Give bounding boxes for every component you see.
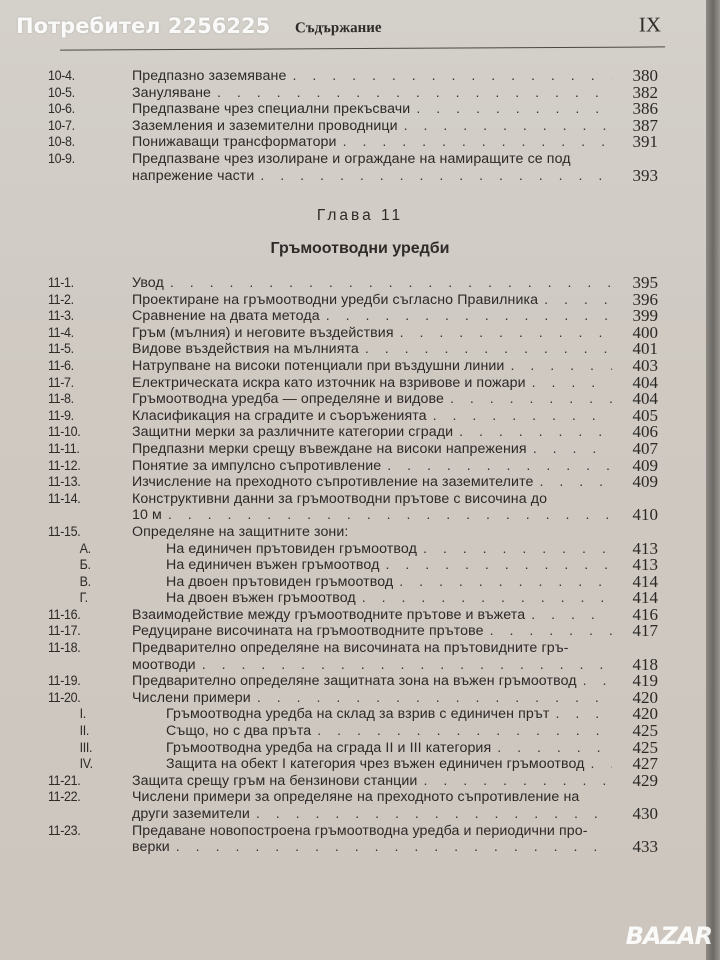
dot-leader: [417, 541, 612, 558]
toc-entry: [48, 275, 658, 292]
dot-leader: [525, 607, 612, 624]
entry-number: В.: [79, 573, 91, 590]
entry-number: Б.: [79, 557, 91, 574]
dot-leader: [549, 706, 612, 723]
toc-entry: [48, 82, 658, 102]
entry-page: 419: [632, 671, 658, 691]
toc-entry: [48, 756, 658, 773]
entry-title: Предварително определяне на височината на прътовидните гръ-: [132, 640, 569, 657]
toc-section-10: [48, 68, 658, 184]
entry-number: II.: [79, 723, 90, 740]
toc-entry: [48, 455, 658, 475]
entry-page: 406: [632, 422, 658, 442]
entry-number: 11-23.: [48, 822, 81, 839]
entry-title: На двоен прътовиден гръмоотвод: [166, 573, 394, 590]
entry-number: А.: [79, 540, 91, 557]
dot-leader: [585, 756, 612, 773]
entry-title: Гръмоотводна уредба — определяне и видове: [132, 391, 444, 408]
toc-entry: [48, 308, 658, 325]
entry-title: Предаване новопостроена гръмоотводна уредба и периодични про-: [132, 822, 588, 839]
entry-number: IV.: [79, 756, 93, 773]
entry-number: 10-4.: [48, 68, 75, 84]
entry-page: 393: [632, 165, 658, 185]
entry-page: 403: [632, 355, 658, 375]
entry-number: 11-12.: [48, 457, 81, 474]
toc-entry-continuation: [48, 507, 658, 524]
dot-leader: [410, 101, 612, 118]
dot-leader: [491, 740, 612, 757]
entry-title: Гръмоотводна уредба на склад за взрив с единичен прът: [166, 706, 550, 723]
toc-entry: [48, 438, 658, 458]
entry-title: Зануляване: [132, 84, 212, 101]
chapter-title: Гръмоотводни уредби: [270, 240, 450, 257]
entry-number: 11-4.: [48, 324, 74, 341]
entry-title: Понятие за импулсно съпротивление: [132, 457, 382, 474]
toc-entry: [48, 322, 658, 342]
entry-page: 400: [632, 322, 658, 342]
entry-page: 429: [632, 770, 658, 790]
toc-entry: [48, 341, 658, 358]
dot-leader: [538, 292, 612, 309]
toc-entry: [48, 405, 658, 425]
toc-entry-continuation: [48, 165, 658, 185]
toc-entry: [48, 723, 658, 740]
entry-page: 427: [632, 754, 658, 774]
entry-title: Видове въздействия на мълнията: [132, 341, 359, 358]
dot-leader: [484, 623, 612, 640]
entry-title: Натрупване на високи потенциали при въздушни линии: [132, 357, 505, 374]
entry-title: Защита срещу гръм на бензинови станции: [132, 772, 418, 789]
entry-number: III.: [79, 739, 93, 756]
entry-page: 416: [632, 604, 658, 624]
entry-title: На единичен прътовиден гръмоотвод: [166, 540, 417, 557]
entry-page: 399: [632, 306, 658, 326]
entry-page: 401: [632, 339, 658, 359]
toc-entry: [48, 424, 658, 441]
entry-title-continuation: верки: [132, 839, 170, 856]
dot-leader: [379, 557, 612, 574]
toc-entry: [48, 590, 658, 607]
entry-title: Числени примери: [132, 689, 251, 706]
entry-number: I.: [79, 706, 86, 723]
dot-leader: [577, 673, 612, 690]
entry-title: Предпазване чрез изолиране и ограждане на намиращите се под: [132, 150, 571, 167]
entry-number: 11-10.: [48, 424, 81, 441]
entry-title-continuation: други заземители: [132, 806, 250, 822]
toc-entry: [48, 770, 658, 790]
entry-number: 11-19.: [48, 673, 81, 690]
toc-entry-continuation: [48, 839, 658, 856]
toc-entry: [48, 355, 658, 375]
toc-entry: [48, 491, 658, 508]
entry-page: 430: [632, 804, 658, 823]
toc-entry: [48, 134, 658, 151]
entry-number: 11-9.: [48, 407, 74, 424]
entry-number: 10-5.: [48, 84, 75, 101]
toc-entry: [48, 101, 658, 118]
toc-entry: [48, 538, 658, 558]
entry-page: 425: [632, 721, 658, 741]
entry-number: 10-9.: [48, 150, 75, 167]
toc-entry: [48, 706, 658, 723]
entry-title: Предпазване чрез специални прекъсвачи: [132, 101, 411, 118]
dot-leader: [162, 507, 612, 524]
entry-page: 410: [632, 505, 658, 525]
header-title: Съдържание: [294, 19, 382, 37]
entry-title: На единичен въжен гръмоотвод: [166, 557, 380, 574]
entry-number: 10-7.: [48, 117, 75, 134]
dot-leader: [417, 773, 612, 790]
entry-page: 414: [632, 588, 658, 608]
entry-page: 409: [632, 455, 658, 475]
dot-leader: [527, 441, 612, 458]
toc-entry: [48, 687, 658, 707]
entry-title: Електрическата искра като източник на взривове и пожари: [132, 374, 526, 391]
toc-entry: [48, 151, 658, 168]
user-watermark: Потребител 2256225: [16, 14, 271, 38]
entry-title: Заземления и заземителни проводници: [132, 117, 398, 134]
dot-leader: [394, 325, 612, 342]
entry-page: 387: [632, 115, 658, 135]
dot-leader: [359, 341, 612, 358]
entry-page: 396: [632, 289, 658, 309]
entry-page: 413: [632, 538, 658, 558]
dot-leader: [427, 408, 612, 425]
entry-number: 11-6.: [48, 357, 74, 374]
dot-leader: [170, 839, 612, 856]
dot-leader: [164, 275, 612, 292]
toc-entry: [48, 789, 658, 806]
entry-number: 11-22.: [48, 789, 81, 806]
dot-leader: [526, 375, 612, 392]
entry-title: Изчисление на преходното съпротивление на заземителите: [132, 474, 534, 491]
toc-entry: [48, 557, 658, 574]
toc-entry: [48, 737, 658, 757]
entry-page: 409: [632, 472, 658, 492]
entry-number: 11-21.: [48, 772, 81, 789]
entry-title: Конструктивни данни за гръмоотводни прътове с височина до: [132, 490, 548, 507]
entry-title: Предпазно заземяване: [132, 68, 287, 84]
entry-title: На двоен въжен гръмоотвод: [166, 590, 356, 607]
entry-title: Числени примери за определяне на преходното съпротивление на: [132, 789, 580, 806]
entry-number: 11-1.: [48, 275, 74, 291]
dot-leader: [337, 134, 612, 151]
dot-leader: [393, 574, 612, 591]
entry-number: 11-8.: [48, 391, 74, 408]
entry-title-continuation: напрежение части: [132, 167, 255, 184]
toc-entry: [48, 673, 658, 690]
toc-entry: [48, 115, 658, 135]
entry-title: Определяне на защитните зони:: [132, 523, 349, 540]
book-edge: [706, 0, 720, 960]
toc-entry-continuation: [48, 806, 658, 823]
toc-entry: [48, 640, 658, 657]
entry-title: Сравнение на двата метода: [132, 308, 320, 325]
entry-title: Предварително определяне защитната зона на въжен гръмоотвод: [132, 673, 577, 690]
entry-title: Понижаващи трансформатори: [132, 134, 337, 151]
dot-leader: [196, 657, 612, 674]
site-logo: BAZAR: [625, 922, 712, 950]
entry-title: Проектиране на гръмоотводни уредби съгласно Правилника: [132, 291, 539, 308]
entry-number: 11-7.: [48, 374, 74, 391]
entry-page: 395: [632, 273, 658, 292]
entry-page: 386: [632, 99, 658, 119]
entry-number: 11-20.: [48, 689, 81, 706]
entry-title-continuation: моотводи: [132, 656, 196, 673]
toc-entry: [48, 571, 658, 591]
entry-title: Редуциране височината на гръмоотводните прътове: [132, 623, 484, 640]
dot-leader: [381, 458, 612, 475]
entry-number: 11-15.: [48, 523, 81, 540]
dot-leader: [444, 391, 612, 408]
entry-page: 417: [632, 621, 658, 641]
toc-entry: [48, 474, 658, 491]
entry-title: Също, но с два пръта: [166, 723, 312, 740]
chapter-label: Глава 11: [316, 207, 404, 224]
toc-entry: [48, 524, 658, 541]
entry-number: 11-11.: [48, 440, 80, 457]
entry-number: 10-6.: [48, 101, 75, 118]
entry-number: 11-17.: [48, 623, 81, 640]
entry-title: Защитни мерки за различните категории сгради: [132, 424, 454, 441]
entry-number: 11-2.: [48, 291, 74, 308]
entry-page: 413: [632, 555, 658, 575]
dot-leader: [254, 168, 612, 185]
dot-leader: [250, 806, 612, 823]
toc-chapter-11: [48, 275, 658, 856]
toc-entry: [48, 623, 658, 640]
entry-page: 404: [632, 389, 658, 409]
toc-entry: [48, 289, 658, 309]
dot-leader: [251, 690, 612, 707]
entry-number: 10-8.: [48, 134, 75, 151]
dot-leader: [534, 474, 612, 491]
header-page-number: IX: [638, 12, 662, 37]
entry-page: 391: [632, 132, 658, 152]
dot-leader: [356, 590, 612, 607]
entry-page: 433: [632, 837, 658, 857]
entry-page: 414: [632, 571, 658, 591]
entry-page: 380: [632, 66, 658, 85]
dot-leader: [453, 424, 612, 441]
entry-page: 405: [632, 405, 658, 425]
toc-entry: [48, 68, 658, 85]
entry-number: 11-14.: [48, 490, 81, 507]
dot-leader: [504, 358, 612, 375]
entry-title: Гръмоотводна уредба на сграда II и III категория: [166, 739, 492, 756]
entry-title: Класификация на сградите и съоръженията: [132, 407, 427, 424]
entry-title: Взаимодействие между гръмоотводните прътове и въжета: [132, 606, 526, 623]
entry-title: Защита на обект I категория чрез въжен единичен гръмоотвод: [166, 756, 585, 773]
toc-entry: [48, 372, 658, 392]
toc-entry-continuation: [48, 654, 658, 674]
dot-leader: [211, 85, 612, 102]
entry-number: 11-18.: [48, 640, 81, 657]
entry-number: 11-5.: [48, 341, 74, 358]
entry-number: Г.: [79, 590, 88, 607]
dot-leader: [286, 68, 612, 85]
entry-page: 407: [632, 438, 658, 458]
entry-page: 418: [632, 654, 658, 674]
toc-entry: [48, 823, 658, 840]
toc-entry: [48, 391, 658, 408]
dot-leader: [320, 308, 612, 325]
entry-number: 11-13.: [48, 474, 81, 491]
entry-page: 420: [632, 704, 658, 724]
entry-number: 11-3.: [48, 308, 74, 325]
entry-number: 11-16.: [48, 606, 81, 623]
toc-entry: [48, 604, 658, 624]
entry-page: 404: [632, 372, 658, 392]
entry-title: Гръм (мълния) и неговите въздействия: [132, 324, 394, 341]
entry-title: Увод: [132, 275, 164, 291]
entry-page: 420: [632, 687, 658, 707]
entry-title-continuation: 10 м: [132, 507, 162, 524]
dot-leader: [311, 723, 612, 740]
entry-title: Предпазни мерки срещу въвеждане на високи напрежения: [132, 440, 527, 457]
entry-page: 382: [632, 82, 658, 102]
entry-page: 425: [632, 737, 658, 757]
dot-leader: [398, 118, 612, 135]
